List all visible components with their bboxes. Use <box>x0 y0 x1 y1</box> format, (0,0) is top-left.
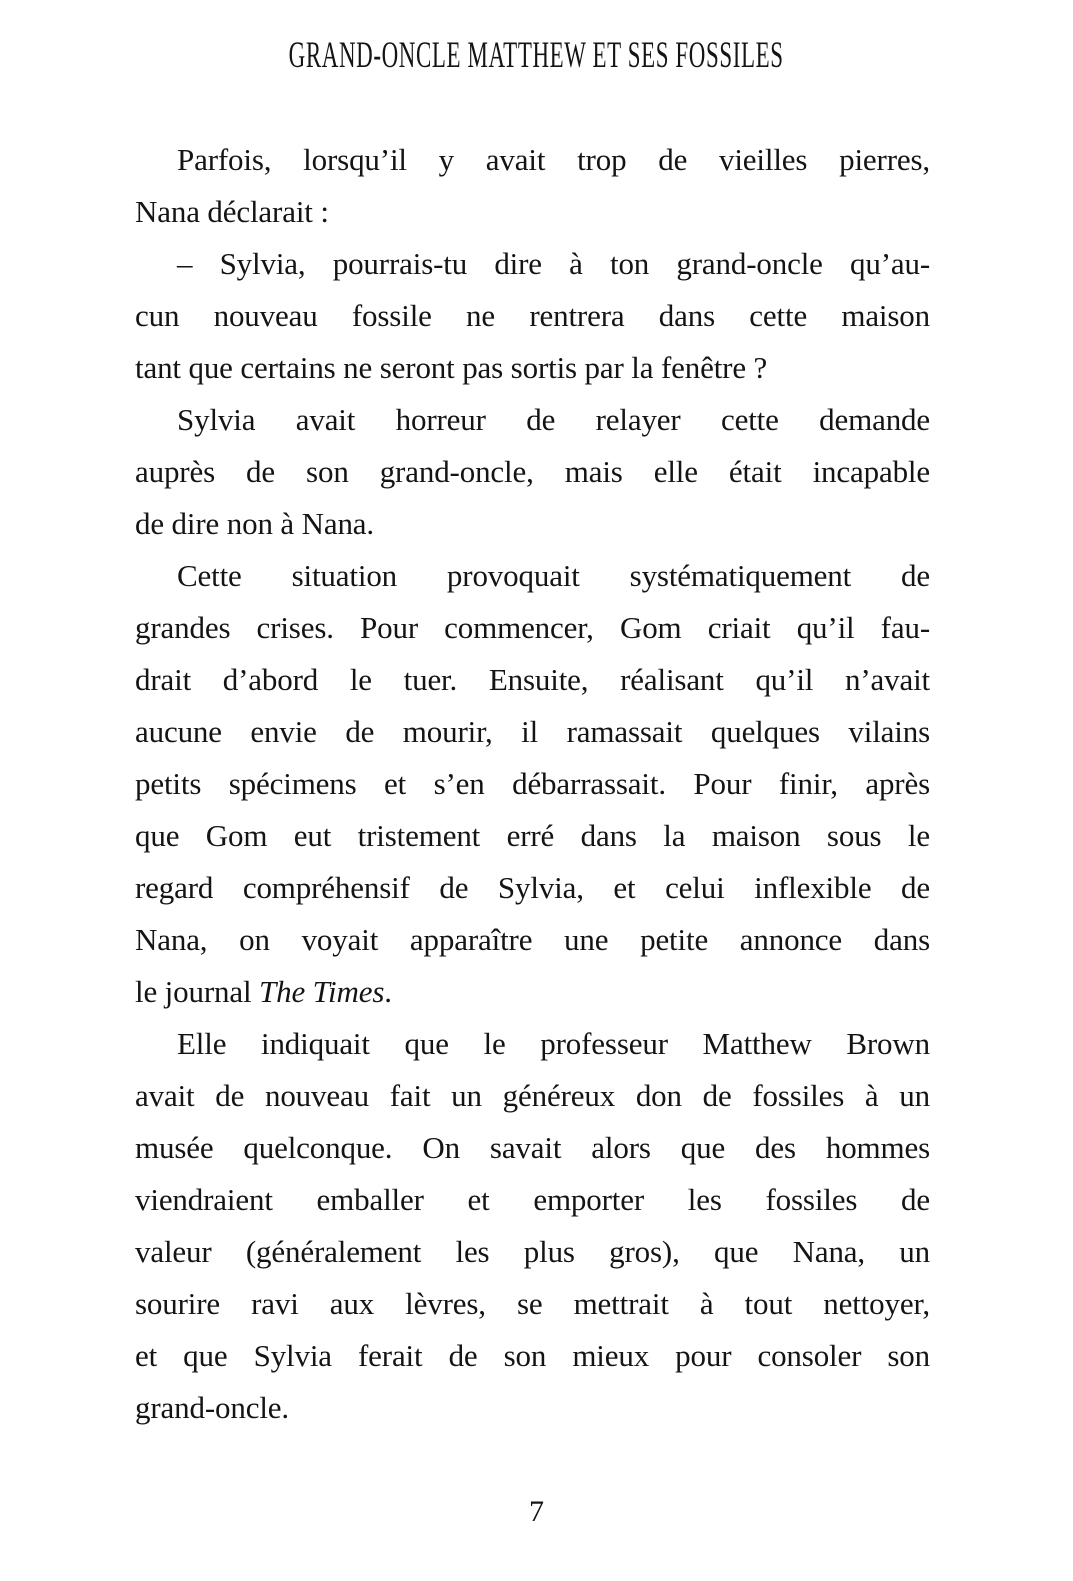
text-line: de dire non à Nana. <box>135 506 375 541</box>
paragraph <box>135 1018 930 1434</box>
text-line: grand-oncle. <box>135 1390 289 1425</box>
paragraph <box>135 134 930 238</box>
text-line: Nana, on voyait apparaître une petite annonce dans <box>135 922 930 957</box>
text-line: Elle indiquait que le professeur Matthew Brown <box>177 1026 930 1061</box>
paragraph <box>135 394 930 550</box>
text-line: auprès de son grand-oncle, mais elle était incapable <box>135 454 930 489</box>
text-line: valeur (généralement les plus gros), que Nana, un <box>135 1234 930 1269</box>
text-line: viendraient emballer et emporter les fossiles de <box>135 1182 930 1217</box>
paragraph <box>135 550 930 1018</box>
text-line: musée quelconque. On savait alors que des hommes <box>135 1130 930 1165</box>
text-line: le journal The Times. <box>135 974 392 1009</box>
text-line: sourire ravi aux lèvres, se mettrait à tout nettoyer, <box>135 1286 930 1321</box>
text-line: Sylvia avait horreur de relayer cette demande <box>177 402 930 437</box>
text-line: aucune envie de mourir, il ramassait quelques vilains <box>135 714 930 749</box>
text-line: Parfois, lorsqu’il y avait trop de vieilles pierres, <box>177 142 930 177</box>
text-line: – Sylvia, pourrais-tu dire à ton grand-oncle qu’au- <box>177 246 930 281</box>
text-line: regard compréhensif de Sylvia, et celui inflexible de <box>135 870 930 905</box>
page-number: 7 <box>529 1495 544 1528</box>
page-footer <box>0 1492 1073 1532</box>
text-line: et que Sylvia ferait de son mieux pour consoler son <box>135 1338 930 1373</box>
paragraph <box>135 238 930 394</box>
text-line: cun nouveau fossile ne rentrera dans cette maison <box>135 298 930 333</box>
text-line: que Gom eut tristement erré dans la maison sous le <box>135 818 930 853</box>
text-line: avait de nouveau fait un généreux don de fossiles à un <box>135 1078 930 1113</box>
text-block <box>135 134 930 1434</box>
text-line: petits spécimens et s’en débarrassait. Pour finir, après <box>135 766 930 801</box>
text-line: drait d’abord le tuer. Ensuite, réalisant qu’il n’avait <box>135 662 930 697</box>
chapter-title: GRAND-ONCLE MATTHEW ET SES FOSSILES <box>289 35 784 76</box>
text-line: tant que certains ne seront pas sortis par la fenêtre ? <box>135 350 768 385</box>
text-line: grandes crises. Pour commencer, Gom criait qu’il fau- <box>135 610 930 645</box>
text-line: Nana déclarait : <box>135 194 329 229</box>
text-line: Cette situation provoquait systématiquement de <box>177 558 930 593</box>
running-head <box>0 30 1073 82</box>
